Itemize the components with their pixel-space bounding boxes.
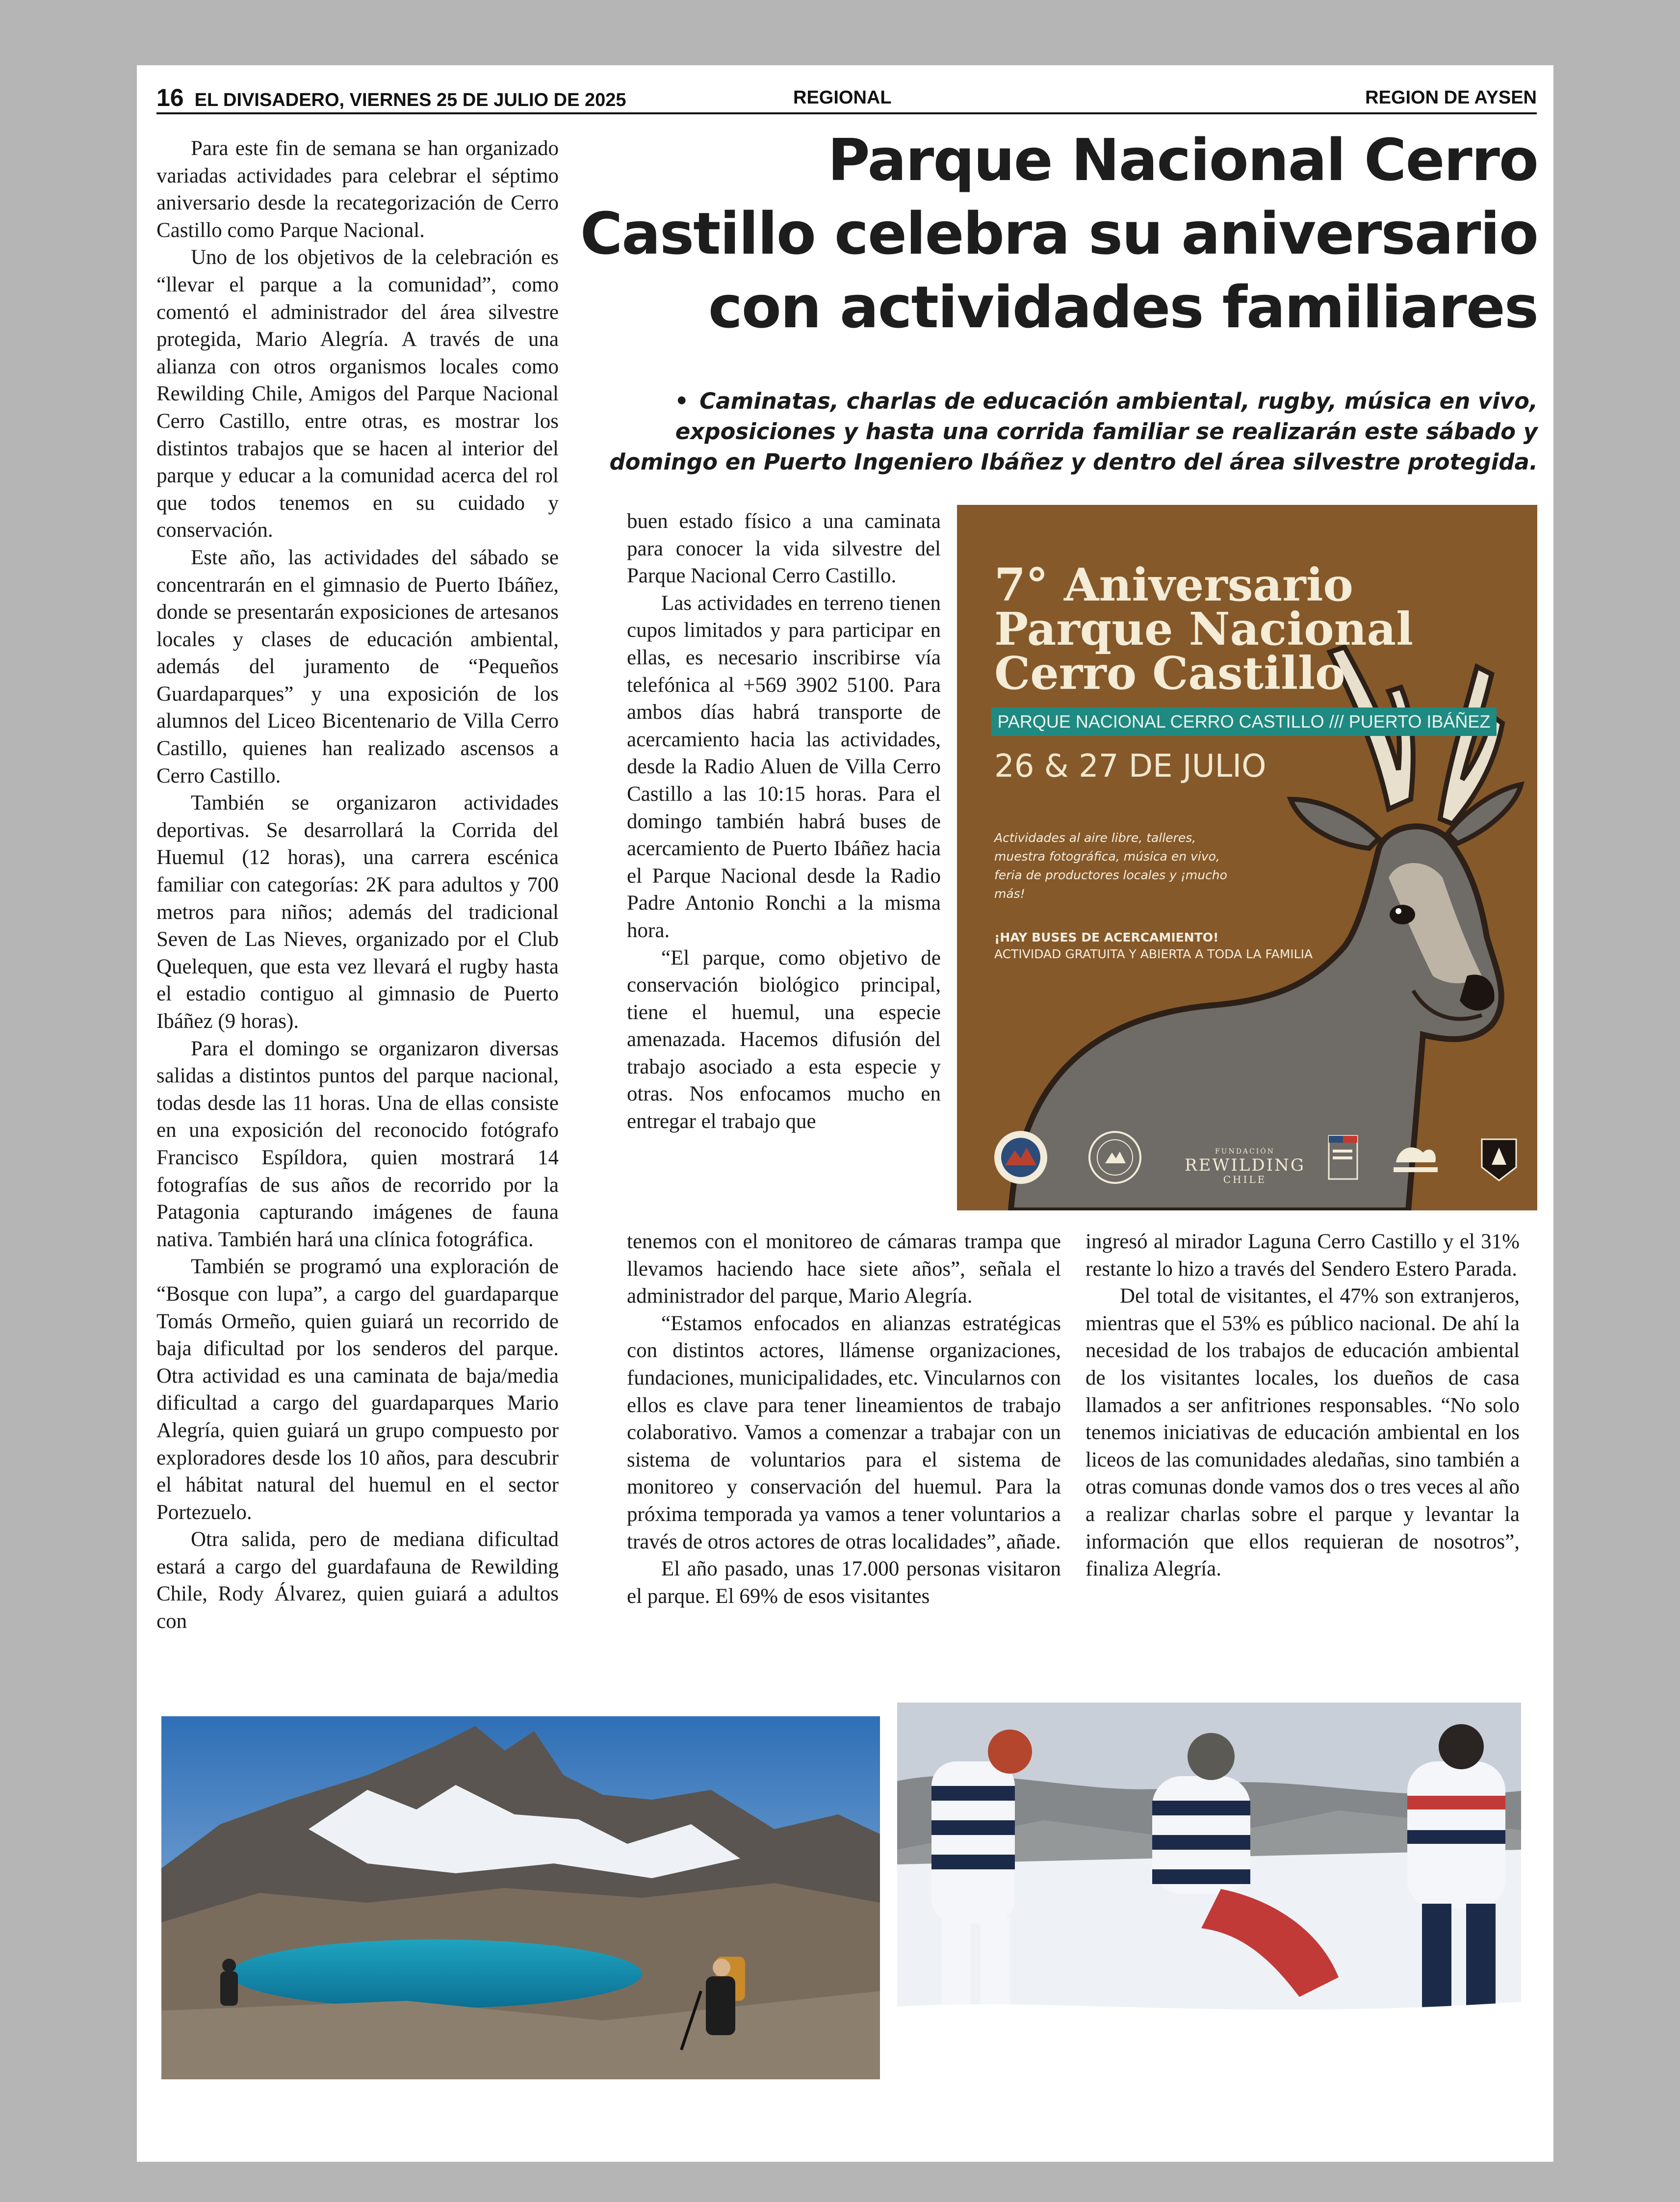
lake-hikers-photo bbox=[161, 1716, 880, 2079]
headline-line: Parque Nacional Cerro bbox=[827, 126, 1538, 194]
article-column-1 bbox=[156, 135, 559, 1635]
paragraph: Uno de los objetivos de la celebración es “llevar el parque a la comunidad”, como comentó el administrador del área silvestre protegida, Mario Alegría. A través de una alianza con otros organismos locales como Rewilding Chile, Amigos del Parque Nacional Cerro Castillo, entre otras, es mostrar los distintos trabajos que se hacen al interior del parque y educar a la comunidad acerca del rol que todos tenemos en su cuidado y conservación. bbox=[156, 246, 559, 542]
poster-free-notice: ACTIVIDAD GRATUITA Y ABIERTA A TODA LA FAMILIA bbox=[994, 947, 1313, 961]
mountain-lake-image bbox=[161, 1716, 880, 2079]
paragraph: Este año, las actividades del sábado se concentrarán en el gimnasio de Puerto Ibáñez, donde se presentarán exposiciones de artesanos locales y clases de educación ambiental, además del juramento de “Pequeños Guardaparques” y una exposición de los alumnos del Liceo Bicentenario de Villa Cerro Castillo, quienes han realizado ascensos a Cerro Castillo. bbox=[156, 546, 559, 787]
paragraph: Para el domingo se organizaron diversas salidas a distintos puntos del parque nacional, todas desde las 11 horas. Una de ellas consiste en una exposición del reconocido fotógrafo Francisco Espíldora, quien mostrará 14 fotografías de sus años de recorrido por la Patagonia capturando imágenes de fauna nativa. También hará una clínica fotográfica. bbox=[156, 1037, 559, 1251]
page-header-left bbox=[156, 85, 626, 110]
rewilding-logo-name: REWILDING bbox=[1185, 1155, 1305, 1175]
parque-nacional-seal-logo bbox=[1086, 1128, 1144, 1187]
poster-description-line: muestra fotográfica, música en vivo, bbox=[994, 849, 1220, 864]
gobierno-logo bbox=[1326, 1133, 1360, 1182]
rewilding-chile-logo bbox=[1184, 1147, 1306, 1185]
paragraph: buen estado físico a una caminata para conocer la vida silvestre del Parque Nacional Cerro Castillo. bbox=[627, 510, 941, 588]
headline bbox=[569, 123, 1538, 344]
paragraph: Otra salida, pero de mediana dificultad estará a cargo del guardafauna de Rewilding Chile, Rody Álvarez, quien guiará a adultos con bbox=[156, 1528, 559, 1633]
paragraph: ingresó al mirador Laguna Cerro Castillo y el 31% restante lo hizo a través del Sendero Estero Parada. bbox=[1086, 1230, 1520, 1281]
poster-title-line: Cerro Castillo bbox=[994, 647, 1345, 700]
poster-title-line: Parque Nacional bbox=[994, 603, 1414, 655]
poster-description bbox=[994, 829, 1249, 903]
rewilding-logo-small: FUNDACIÓN bbox=[1215, 1148, 1275, 1155]
poster-buses-notice: ¡HAY BUSES DE ACERCAMIENTO! bbox=[994, 930, 1219, 944]
page-number: 16 bbox=[156, 84, 184, 111]
newspaper-date: EL DIVISADERO, VIERNES 25 DE JULIO DE 2025 bbox=[194, 90, 626, 110]
poster-location-band: PARQUE NACIONAL CERRO CASTILLO /// PUERTO IBÁÑEZ bbox=[991, 708, 1497, 736]
amigos-parque-logo bbox=[991, 1128, 1050, 1187]
subheadline-text: Caminatas, charlas de educación ambiental, rugby, música en vivo, exposiciones y hasta una corrida familiar se realizarán este sábado y domingo en Puerto Ingeniero Ibáñez y dentro del área silvestre protegida. bbox=[609, 388, 1538, 475]
article-column-2 bbox=[627, 508, 941, 1135]
snow-rugby-photo bbox=[897, 1703, 1521, 2079]
newspaper-page bbox=[137, 65, 1553, 2162]
paragraph: El año pasado, unas 17.000 personas visitaron el parque. El 69% de esos visitantes bbox=[627, 1557, 1061, 1608]
header-rule bbox=[156, 112, 1537, 114]
article-column-3 bbox=[627, 1228, 1061, 1610]
event-poster bbox=[957, 505, 1537, 1210]
poster-title-line: 7° Aniversario bbox=[994, 558, 1353, 611]
paragraph: También se organizaron actividades deportivas. Se desarrollará la Corrida del Huemul (12 horas), una carrera escénica familiar con categorías: 2K para adultos y 700 metros para niños; además del tradicional Seven de Las Nieves, organizado por el Club Quelequen, que esta vez llevará el rugby hasta el estadio contiguo al gimnasio de Puerto Ibáñez (9 horas). bbox=[156, 791, 559, 1033]
poster-description-line: feria de productores locales y ¡mucho más! bbox=[994, 868, 1227, 901]
region-label: REGION DE AYSEN bbox=[1365, 87, 1537, 108]
poster-description-line: Actividades al aire libre, talleres, bbox=[994, 831, 1196, 845]
article-column-4 bbox=[1086, 1228, 1520, 1583]
paragraph: “El parque, como objetivo de conservación biológico principal, tiene el huemul, una especie amenazada. Hacemos difusión del trabajo asociado a esta especie y otras. Nos enfocamos mucho en entregar el trabajo que bbox=[627, 946, 941, 1133]
conaf-logo bbox=[1389, 1138, 1443, 1182]
poster-dates: 26 & 27 DE JULIO bbox=[994, 748, 1266, 785]
paragraph: Para este fin de semana se han organizado variadas actividades para celebrar el séptimo aniversario desde la recategorización de Cerro Castillo como Parque Nacional. bbox=[156, 137, 559, 242]
subheadline-bullet: • bbox=[674, 388, 689, 414]
paragraph: “Estamos enfocados en alianzas estratégicas con distintos actores, llámense organizaciones, fundaciones, municipalidades, etc. Vincularnos con ellos es clave para tener lineamientos de trabajo colaborativo. Vamos a comenzar a trabajar con un sistema de voluntarios para el sistema de monitoreo y conservación del huemul. Para la próxima temporada ya vamos a tener voluntarios a través de otros actores de otras localidades”, añade. bbox=[627, 1311, 1061, 1553]
rugby-game-image bbox=[897, 1703, 1521, 2079]
paragraph: Del total de visitantes, el 47% son extranjeros, mientras que el 53% es público nacional. De ahí la necesidad de los trabajos de educación ambiental de los visitantes locales, los dueños de casa llamados a ser anfitriones responsables. “No solo tenemos iniciativas de educación ambiental en los liceos de las comunidades aledañas, sino también a otras comunas donde vamos dos o tres veces al año a realizar charlas sobre el parque y levantar la información que ellos requieran de nosotros”, finaliza Alegría. bbox=[1086, 1284, 1520, 1581]
headline-line: Castillo celebra su aniversario bbox=[580, 200, 1538, 267]
section-label: REGIONAL bbox=[793, 87, 892, 108]
poster-title bbox=[994, 558, 1414, 700]
subheadline bbox=[598, 386, 1538, 477]
rewilding-logo-country: CHILE bbox=[1223, 1174, 1267, 1185]
club-quelequen-logo bbox=[1477, 1135, 1521, 1184]
paragraph: También se programó una exploración de “Bosque con lupa”, a cargo del guardaparque Tomás Ormeño, quien guiará un recorrido de baja dificultad por los senderos del parque. Otra actividad es una caminata de baja/media dificultad a cargo del guardaparques Mario Alegría, quien guiará un grupo compuesto por exploradores desde los 10 años, para descubrir el hábitat natural del huemul en el sector Portezuelo. bbox=[156, 1255, 559, 1524]
paragraph: Las actividades en terreno tienen cupos limitados y para participar en ellas, es necesario inscribirse vía telefónica al +569 3902 5100. Para ambos días habrá transporte de acercamiento hacia las actividades, desde la Radio Aluen de Villa Cerro Castillo a las 10:15 horas. Para el domingo también habrá buses de acercamiento de Puerto Ibáñez hacia el Parque Nacional desde la Radio Padre Antonio Ronchi a la misma hora. bbox=[627, 591, 941, 942]
headline-line: con actividades familiares bbox=[708, 273, 1538, 341]
paragraph: tenemos con el monitoreo de cámaras trampa que llevamos haciendo hace siete años”, señala el administrador del parque, Mario Alegría. bbox=[627, 1230, 1061, 1308]
